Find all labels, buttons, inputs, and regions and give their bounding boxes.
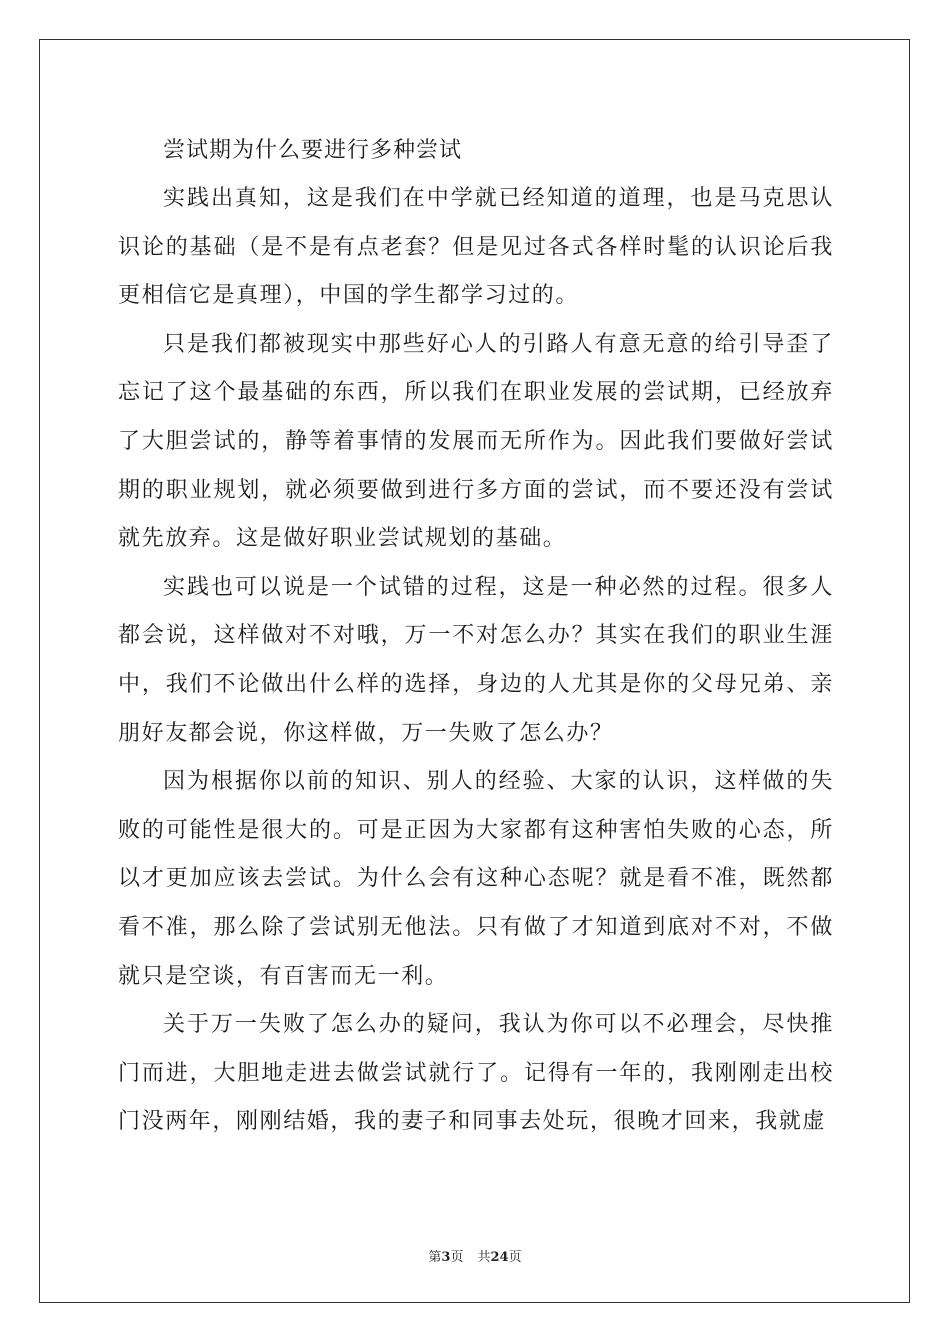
paragraph-5: 关于万一失败了怎么办的疑问，我认为你可以不必理会，尽快推门而进，大胆地走进去做尝试就行了。记得有一年的，我刚刚走出校门没两年，刚刚结婚，我的妻子和同事去处玩，很晚才回来，我就虚 bbox=[118, 1012, 834, 1135]
paragraph-1: 实践出真知，这是我们在中学就已经知道的道理，也是马克思认识论的基础（是不是有点老套？但是见过各式各样时髦的认识论后我更相信它是真理），中国的学生都学习过的。 bbox=[118, 186, 834, 309]
page-suffix: 页 bbox=[450, 1250, 464, 1265]
total-prefix: 共 bbox=[477, 1250, 491, 1265]
total-suffix: 页 bbox=[508, 1250, 522, 1265]
page-prefix: 第 bbox=[428, 1250, 442, 1265]
page-number: 3 bbox=[441, 1250, 451, 1265]
page-footer bbox=[0, 1246, 950, 1265]
paragraph-3: 实践也可以说是一个试错的过程，这是一种必然的过程。很多人都会说，这样做对不对哦，万一不对怎么办？其实在我们的职业生涯中，我们不论做出什么样的选择，身边的人尤其是你的父母兄弟、亲朋好友都会说，你这样做，万一失败了怎么办？ bbox=[118, 574, 834, 746]
paragraph-4: 因为根据你以前的知识、别人的经验、大家的认识，这样做的失败的可能性是很大的。可是正因为大家都有这种害怕失败的心态，所以才更加应该去尝试。为什么会有这种心态呢？就是看不准，既然都看不准，那么除了尝试别无他法。只有做了才知道到底对不对，不做就只是空谈，有百害而无一利。 bbox=[118, 769, 834, 989]
document-body bbox=[118, 127, 834, 1147]
paragraph-2: 只是我们都被现实中那些好心人的引路人有意无意的给引导歪了忘记了这个最基础的东西，所以我们在职业发展的尝试期，已经放弃了大胆尝试的，静等着事情的发展而无所作为。因此我们要做好尝试期的职业规划，就必须要做到进行多方面的尝试，而不要还没有尝试就先放弃。这是做好职业尝试规划的基础。 bbox=[118, 331, 834, 552]
page-total: 24 bbox=[490, 1250, 509, 1265]
document-title: 尝试期为什么要进行多种尝试 bbox=[163, 138, 463, 163]
